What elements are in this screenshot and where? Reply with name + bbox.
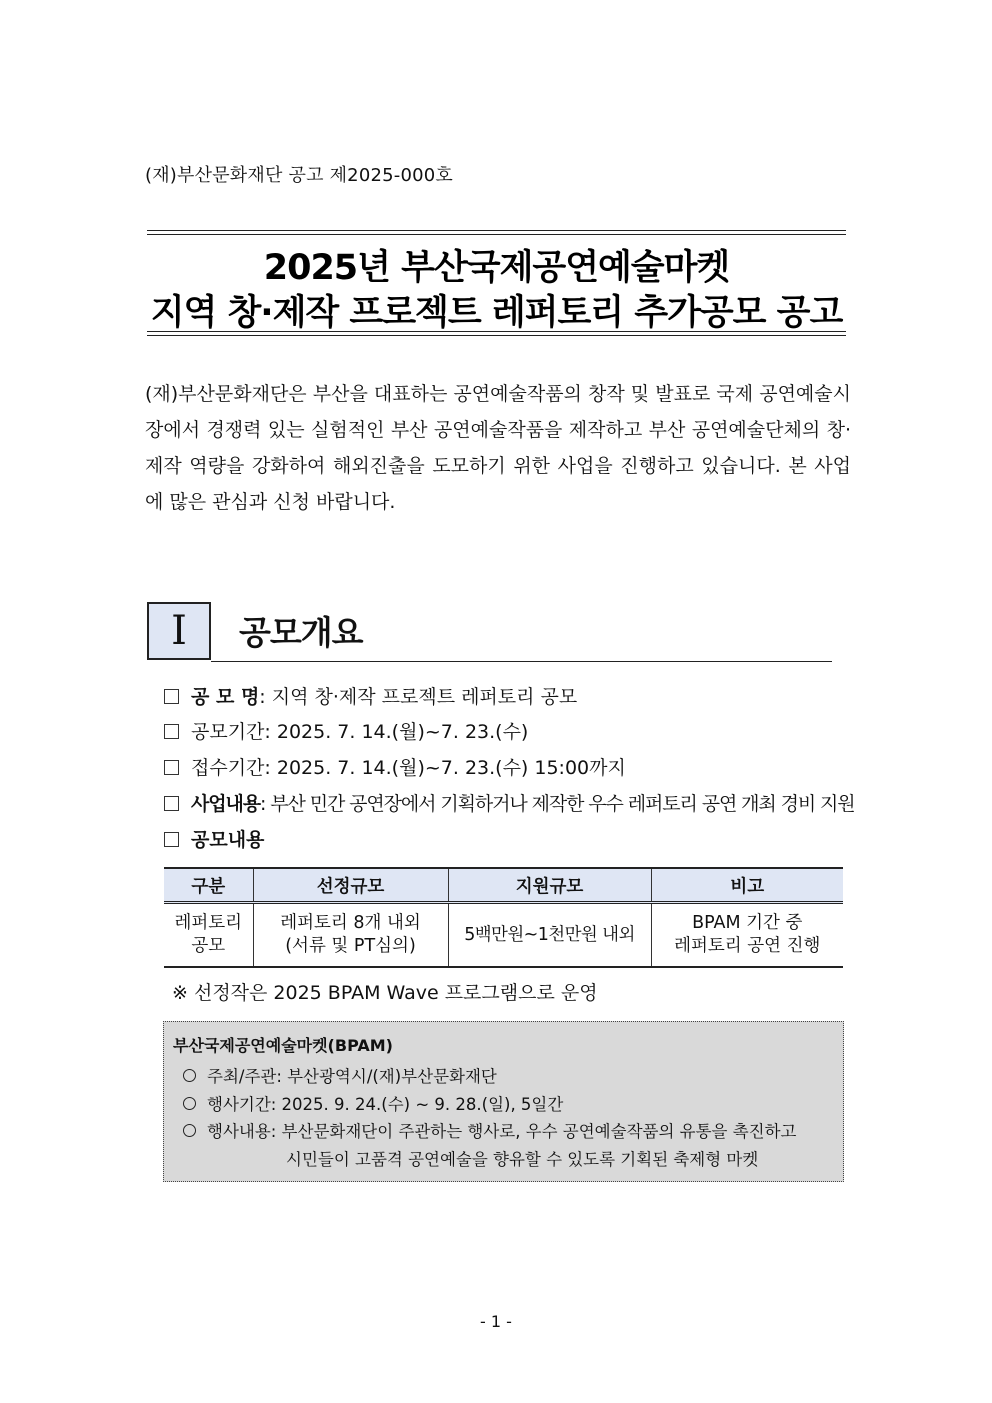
page-title-line-2: 지역 창·제작 프로젝트 레퍼토리 추가공모 공고	[150, 293, 843, 333]
item-label: 사업내용	[191, 793, 261, 815]
item-value: : 지역 창·제작 프로젝트 레퍼토리 공모	[259, 686, 578, 708]
bpam-host-line	[183, 1063, 497, 1087]
table-cell-selection	[253, 903, 448, 968]
circle-bullet-icon	[183, 1124, 196, 1137]
overview-item-period	[164, 717, 528, 744]
page-number: - 1 -	[480, 1312, 512, 1331]
page-title-line-1: 2025년 부산국제공연예술마켓	[263, 248, 730, 288]
cell-text: BPAM 기간 중	[692, 913, 803, 933]
item-value: : 2025. 7. 14.(월)~7. 23.(수)	[264, 721, 529, 743]
section-title: 공모개요	[239, 613, 363, 652]
bpam-content-line	[183, 1118, 796, 1142]
overview-item-reception	[164, 753, 626, 780]
cell-text: 레퍼토리 8개 내외	[280, 913, 421, 933]
cell-text: (서류 및 PT심의)	[285, 936, 416, 956]
table-cell-category	[164, 903, 253, 968]
item-label: 공모기간	[191, 721, 265, 743]
cell-text: 공모	[191, 936, 226, 956]
item-label: 공 모 명	[191, 686, 260, 708]
checkbox-square-icon	[164, 796, 179, 811]
overview-item-contents	[164, 825, 264, 852]
selection-table	[164, 867, 843, 968]
circle-bullet-icon	[183, 1097, 196, 1110]
table-header: 지원규모	[448, 868, 651, 903]
checkbox-square-icon	[164, 689, 179, 704]
overview-item-business	[164, 789, 855, 816]
intro-paragraph: (재)부산문화재단은 부산을 대표하는 공연예술작품의 창작 및 발표로 국제 공연예술시장에서 경쟁력 있는 실험적인 부산 공연예술작품을 제작하고 부산 공연예술단체의 창·제작 역량을 강화하여 해외진출을 도모하기 위한 사업을 진행하고 있습니다. 본 사업에 많은 관심과 신청 바랍니다.	[145, 383, 851, 513]
table-header: 구분	[164, 868, 253, 903]
title-rule	[147, 335, 846, 336]
selection-note: ※ 선정작은 2025 BPAM Wave 프로그램으로 운영	[172, 982, 598, 1004]
overview-item-name	[164, 682, 577, 709]
bpam-line-text: 행사내용: 부산문화재단이 주관하는 행사로, 우수 공연예술작품의 유통을 촉진하고	[207, 1122, 797, 1141]
table-row	[164, 903, 843, 968]
title-rule	[147, 230, 846, 231]
cell-text: 레퍼토리 공연 진행	[674, 936, 821, 956]
checkbox-square-icon	[164, 760, 179, 775]
cell-text: 5백만원~1천만원 내외	[464, 924, 635, 945]
circle-bullet-icon	[183, 1069, 196, 1082]
bpam-line-text: 행사기간: 2025. 9. 24.(수) ~ 9. 28.(일), 5일간	[207, 1095, 564, 1114]
table-header: 비고	[651, 868, 843, 903]
bpam-content-continuation: 시민들이 고품격 공연예술을 향유할 수 있도록 기획된 축제형 마켓	[286, 1150, 759, 1169]
notice-number: (재)부산문화재단 공고 제2025-000호	[145, 165, 454, 186]
checkbox-square-icon	[164, 724, 179, 739]
item-value: : 부산 민간 공연장에서 기획하거나 제작한 우수 레퍼토리 공연 개최 경비 지원	[260, 793, 855, 815]
table-header-row	[164, 868, 843, 903]
item-label: 공모내용	[191, 829, 265, 851]
item-label: 접수기간	[191, 757, 265, 779]
table-cell-remarks	[651, 903, 843, 968]
checkbox-square-icon	[164, 832, 179, 847]
bpam-period-line	[183, 1091, 563, 1115]
item-value: : 2025. 7. 14.(월)~7. 23.(수) 15:00까지	[264, 757, 626, 779]
section-rule	[211, 661, 832, 662]
bpam-line-text: 주최/주관: 부산광역시/(재)부산문화재단	[207, 1067, 497, 1086]
table-cell-support	[448, 903, 651, 968]
title-rule	[147, 234, 846, 235]
table-header: 선정규모	[253, 868, 448, 903]
bpam-title: 부산국제공연예술마켓(BPAM)	[173, 1036, 393, 1055]
title-rule	[147, 331, 846, 332]
section-number: I	[171, 608, 187, 654]
cell-text: 레퍼토리	[174, 913, 243, 933]
